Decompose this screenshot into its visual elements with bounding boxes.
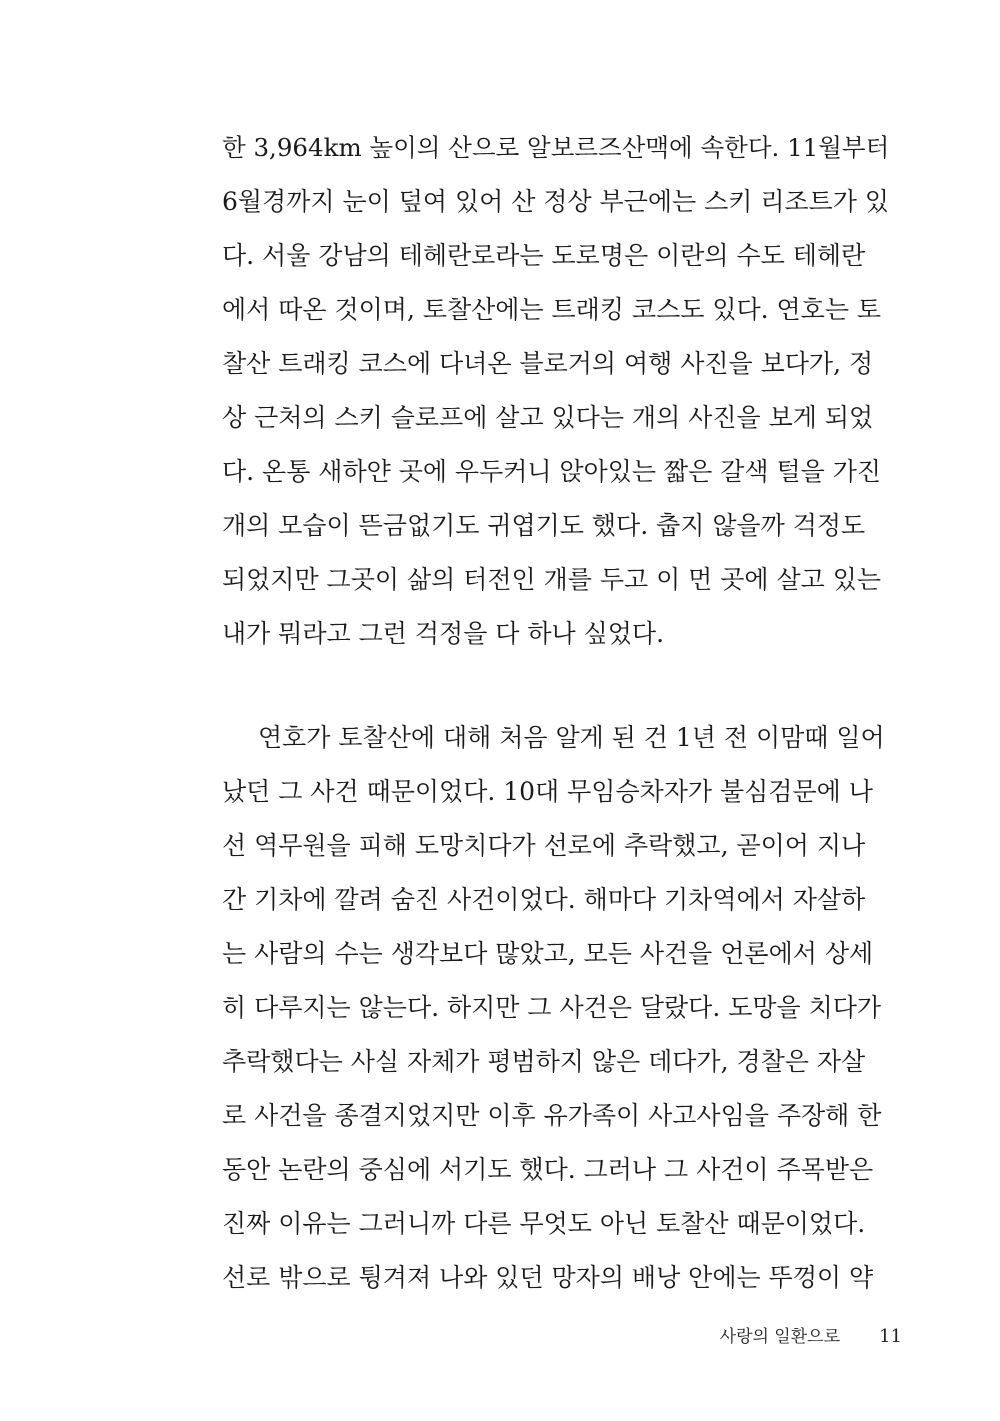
text-line: 진짜 이유는 그러니까 다른 무엇도 아닌 토찰산 때문이었다. bbox=[222, 1209, 866, 1238]
text-line: 추락했다는 사실 자체가 평범하지 않은 데다가, 경찰은 자살 bbox=[222, 1047, 866, 1076]
text-line: 되었지만 그곳이 삶의 터전인 개를 두고 이 먼 곳에 살고 있는 bbox=[222, 565, 882, 594]
text-line: 찰산 트래킹 코스에 다녀온 블로거의 여행 사진을 보다가, 정 bbox=[222, 349, 874, 378]
text-line: 났던 그 사건 때문이었다. 10대 무임승차자가 불심검문에 나 bbox=[222, 777, 873, 806]
text-line: 상 근처의 스키 슬로프에 살고 있다는 개의 사진을 보게 되었 bbox=[222, 403, 874, 432]
text-line: 히 다루지는 않는다. 하지만 그 사건은 달랐다. 도망을 치다가 bbox=[222, 993, 882, 1022]
text-line: 다. 온통 새하얀 곳에 우두커니 앉아있는 짧은 갈색 털을 가진 bbox=[222, 457, 882, 486]
text-line: 에서 따온 것이며, 토찰산에는 트래킹 코스도 있다. 연호는 토 bbox=[222, 295, 882, 324]
page-number: 11 bbox=[879, 1326, 902, 1347]
text-line: 한 3,964km 높이의 산으로 알보르즈산맥에 속한다. 11월부터 bbox=[222, 133, 890, 162]
text-line: 는 사람의 수는 생각보다 많았고, 모든 사건을 언론에서 상세 bbox=[222, 939, 874, 968]
text-line: 로 사건을 종결지었지만 이후 유가족이 사고사임을 주장해 한 bbox=[222, 1101, 882, 1130]
text-line: 6월경까지 눈이 덮여 있어 산 정상 부근에는 스키 리조트가 있 bbox=[222, 187, 890, 216]
text-line: 연호가 토찰산에 대해 처음 알게 된 건 1년 전 이맘때 일어 bbox=[258, 723, 885, 752]
text-line: 선로 밖으로 튕겨져 나와 있던 망자의 배낭 안에는 뚜껑이 약 bbox=[222, 1263, 874, 1292]
text-line: 내가 뭐라고 그런 걱정을 다 하나 싶었다. bbox=[222, 619, 665, 648]
text-line: 개의 모습이 뜬금없기도 귀엽기도 했다. 춥지 않을까 걱정도 bbox=[222, 511, 866, 540]
text-line: 다. 서울 강남의 테헤란로라는 도로명은 이란의 수도 테헤란 bbox=[222, 241, 866, 270]
running-footer-title: 사랑의 일환으로 bbox=[719, 1327, 840, 1347]
text-line: 동안 논란의 중심에 서기도 했다. 그러나 그 사건이 주목받은 bbox=[222, 1155, 874, 1184]
text-line: 간 기차에 깔려 숨진 사건이었다. 해마다 기차역에서 자살하 bbox=[222, 885, 866, 914]
text-line: 선 역무원을 피해 도망치다가 선로에 추락했고, 곧이어 지나 bbox=[222, 831, 866, 860]
